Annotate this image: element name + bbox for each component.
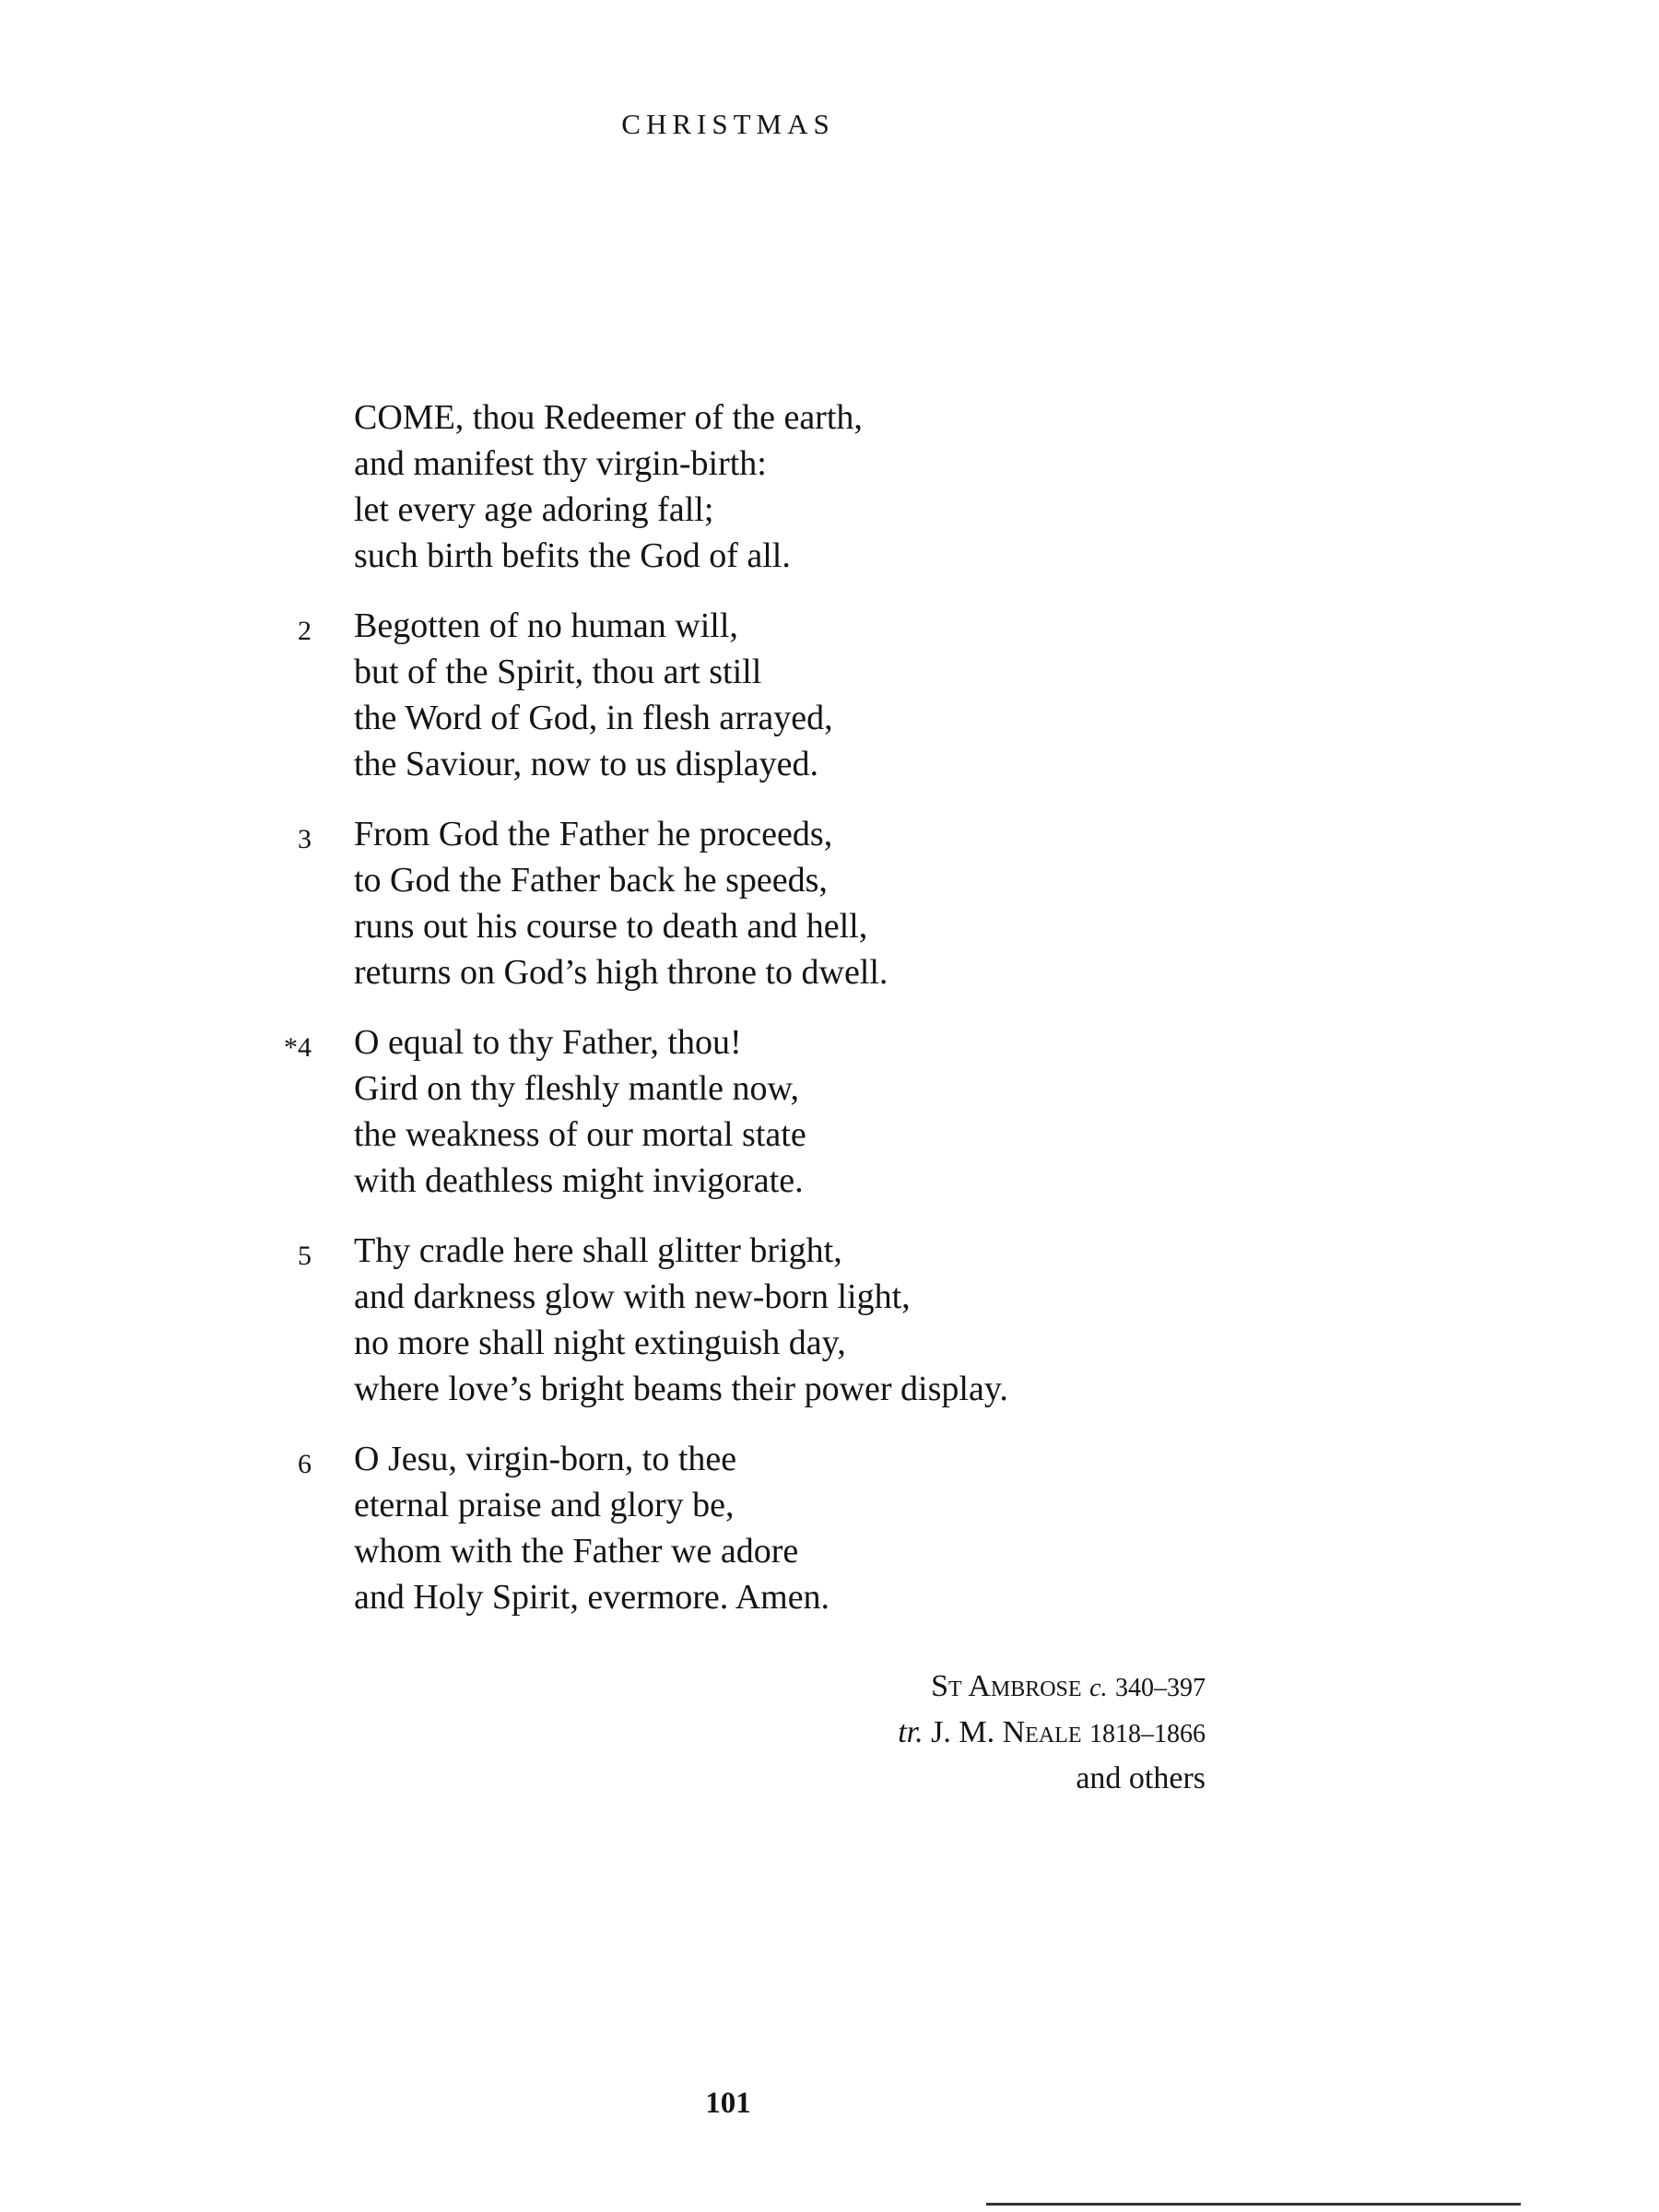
verse-number: 6: [298, 1449, 312, 1479]
verse-lines: [354, 1019, 1475, 1204]
verse-6: [0, 1436, 1475, 1620]
verse-line: where love’s bright beams their power display.: [354, 1370, 1008, 1408]
verse-lines: [354, 603, 1475, 787]
verse-number: 3: [298, 824, 312, 854]
verse-line: to God the Father back he speeds,: [354, 861, 828, 900]
others-line: and others: [1076, 1761, 1206, 1795]
verse-line: Gird on thy fleshly mantle now,: [354, 1069, 800, 1108]
author-name: St Ambrose: [931, 1669, 1082, 1703]
verse-line: let every age adoring fall;: [354, 490, 714, 529]
verse-line: and manifest thy virgin-birth:: [354, 444, 767, 483]
bottom-edge-rule: [986, 2203, 1521, 2206]
verse-line: with deathless might invigorate.: [354, 1161, 804, 1200]
verse-line: no more shall night extinguish day,: [354, 1324, 846, 1362]
verse-line: but of the Spirit, thou art still: [354, 653, 762, 691]
verse-1: [0, 394, 1475, 579]
verse-line: the Saviour, now to us displayed.: [354, 745, 819, 783]
verse-line: eternal praise and glory be,: [354, 1486, 735, 1524]
verse-line: and darkness glow with new-born light,: [354, 1277, 911, 1316]
page-number: 101: [705, 2087, 751, 2120]
verse-line: such birth befits the God of all.: [354, 536, 791, 575]
verse-5: [0, 1228, 1475, 1412]
verse-number: *4: [284, 1032, 312, 1063]
verse-lines: [354, 1436, 1475, 1620]
verse-line: Begotten of no human will,: [354, 606, 738, 645]
verse-line: the Word of God, in flesh arrayed,: [354, 699, 833, 737]
verse-line: From God the Father he proceeds,: [354, 815, 833, 853]
verse-lines: [354, 394, 1475, 579]
verse-3: [0, 811, 1475, 995]
verse-number: 5: [298, 1241, 312, 1271]
author-circa: c.: [1089, 1674, 1108, 1702]
verse-2: [0, 603, 1475, 787]
verse-line: COME, thou Redeemer of the earth,: [354, 398, 863, 437]
attribution: [737, 1664, 1206, 1802]
translator-line: [737, 1710, 1206, 1756]
verse-line: and Holy Spirit, evermore. Amen.: [354, 1578, 830, 1617]
verse-line: returns on God’s high throne to dwell.: [354, 953, 888, 992]
verse-line: runs out his course to death and hell,: [354, 907, 868, 946]
translator-name: J. M. Neale: [931, 1715, 1082, 1749]
hymn-text: [0, 394, 1475, 1644]
verse-line: O Jesu, virgin-born, to thee: [354, 1440, 737, 1478]
verse-lines: [354, 811, 1475, 995]
translator-dates: 1818–1866: [1089, 1720, 1206, 1748]
verse-line: whom with the Father we adore: [354, 1532, 799, 1571]
author-dates: 340–397: [1115, 1674, 1206, 1702]
verse-4: [0, 1019, 1475, 1204]
verse-number: 2: [298, 616, 312, 646]
verse-line: Thy cradle here shall glitter bright,: [354, 1231, 842, 1270]
running-head: CHRISTMAS: [621, 108, 835, 140]
verse-line: O equal to thy Father, thou!: [354, 1023, 742, 1062]
verse-lines: [354, 1228, 1475, 1412]
translator-prefix: tr.: [898, 1715, 924, 1749]
author-line: [737, 1664, 1206, 1710]
verse-line: the weakness of our mortal state: [354, 1115, 806, 1154]
